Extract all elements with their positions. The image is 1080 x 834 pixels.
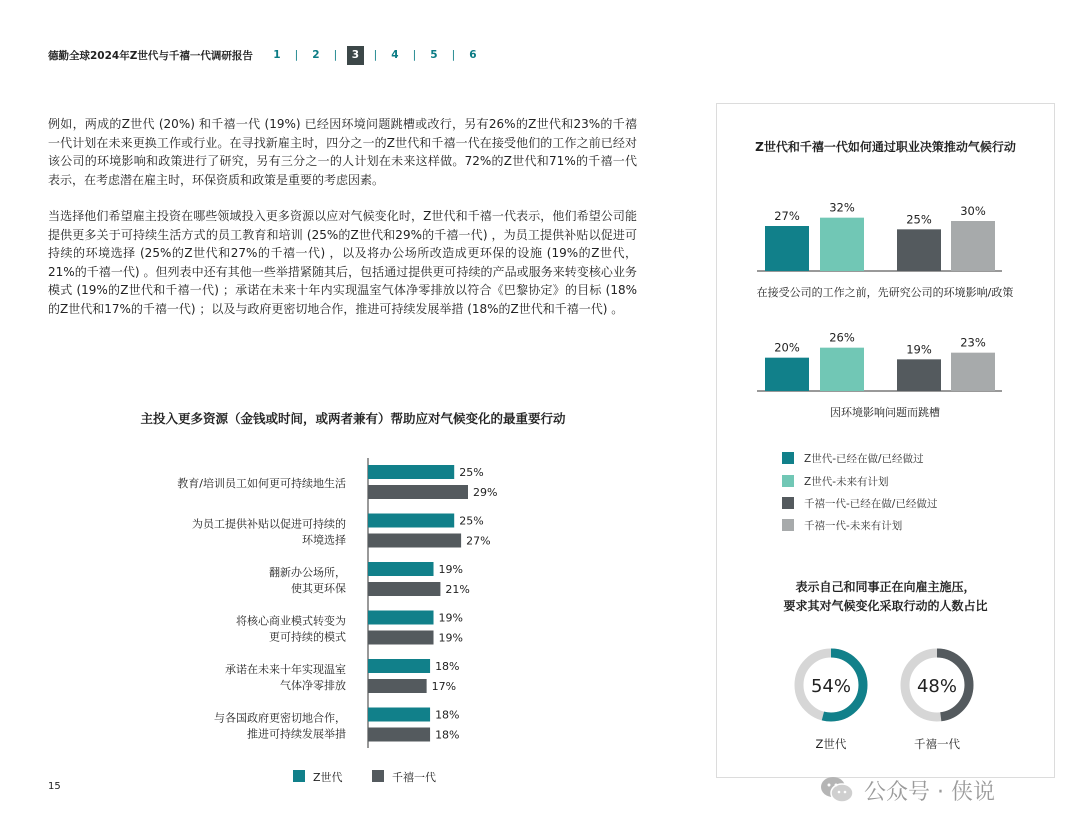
- legend-label-genz-plan: Z世代-未来有计划: [804, 475, 889, 488]
- chapter-link-3-active[interactable]: 3: [347, 46, 364, 65]
- hbar-genz-label-5: 18%: [435, 708, 460, 722]
- hbar-category-label-4-0: 承诺在未来十年实现温室: [225, 663, 346, 676]
- hbar-mill-bar-2: [368, 582, 440, 596]
- hbar-mill-label-5: 18%: [435, 728, 460, 742]
- hbar-genz-label-3: 19%: [438, 611, 463, 625]
- vbar-label-0-2: 25%: [906, 212, 932, 227]
- hbar-category-label-3-1: 更可持续的模式: [269, 630, 346, 644]
- chapter-link-1[interactable]: 1: [273, 49, 281, 61]
- hbar-mill-label-3: 19%: [438, 631, 463, 645]
- hbar-category-label-4-1: 气体净零排放: [280, 679, 346, 692]
- career-decisions-panel: [716, 103, 1055, 778]
- legend-swatch-mill-plan: [782, 519, 794, 531]
- legend-label-mill-plan: 千禧一代-未来有计划: [804, 519, 903, 532]
- vbar-label-1-2: 19%: [906, 342, 932, 357]
- hbar-genz-label-0: 25%: [459, 466, 484, 479]
- legend-swatch-genz-plan: [782, 475, 794, 487]
- hbar-genz-label-1: 25%: [459, 514, 484, 528]
- report-title: 德勤全球2024年Z世代与千禧一代调研报告: [48, 49, 253, 62]
- hbar-mill-bar-1: [368, 534, 461, 548]
- chapter-link-2[interactable]: 2: [312, 49, 320, 61]
- donut-name-1: 千禧一代: [914, 737, 960, 751]
- legend-swatch-mill-done: [782, 497, 794, 509]
- hbar-genz-bar-4: [368, 659, 430, 673]
- hbar-category-label-5-1: 推进可持续发展举措: [247, 727, 346, 741]
- donut-name-0: Z世代: [815, 737, 847, 751]
- hbar-mill-label-2: 21%: [445, 583, 470, 596]
- chapter-nav: 1 | 2 | 3 | 4 | 5 | 6: [269, 46, 481, 65]
- hbar-mill-bar-0: [368, 485, 468, 499]
- hbar-mill-bar-4: [368, 679, 427, 693]
- wechat-icon: [820, 775, 854, 805]
- career-chart-title: Z世代和千禧一代如何通过职业决策推动气候行动: [755, 140, 1016, 154]
- vbar-label-1-1: 26%: [829, 330, 855, 345]
- hbar-category-label-3-0: 将核心商业模式转变为: [236, 614, 346, 628]
- legend-mill-plan: [782, 518, 902, 532]
- hbar-category-label-2-0: 翻新办公场所，: [269, 566, 346, 579]
- body-paragraph-1: 例如，两成的Z世代 (20%) 和千禧一代 (19%) 已经因环境问题跳槽或改行，另有26%的Z世代和23%的千禧一代计划在未来更换工作或行业。在寻找新雇主时，四分之一的Z世代和千禧一代在接受他们的工作之前已经对该公司的环境影响和政策进行了研究，另有三分之一的人计划在未来这样做。72%的Z世代和71%的千禧一代表示，在考虑潜在雇主时，环保资质和政策是重要的考虑因素。: [48, 117, 637, 187]
- hbar-genz-label-4: 18%: [435, 660, 460, 673]
- wechat-account-text: 公众号 · 侠说: [864, 779, 995, 805]
- hbar-mill-bar-3: [368, 631, 434, 645]
- hbar-legend-label-0: Z世代: [313, 771, 343, 784]
- page-number: 15: [48, 781, 61, 792]
- hbar-legend-swatch-0: [293, 770, 305, 782]
- hbar-genz-bar-3: [368, 611, 434, 625]
- hbar-legend-label-1: 千禧一代: [392, 771, 436, 784]
- donut-value-1: 48%: [916, 676, 958, 697]
- hbar-mill-bar-5: [368, 728, 430, 742]
- legend-genz-done: [782, 451, 924, 465]
- hbar-legend-swatch-1: [372, 770, 384, 782]
- hbar-category-label-5-0: 与各国政府更密切地合作，: [214, 711, 346, 725]
- donut-value-0: 54%: [810, 676, 852, 697]
- chapter-link-5[interactable]: 5: [430, 49, 438, 61]
- wechat-watermark: [820, 772, 995, 808]
- hbar-mill-label-0: 29%: [473, 486, 498, 499]
- hbar-mill-label-4: 17%: [431, 680, 457, 693]
- hbar-genz-label-2: 19%: [438, 563, 463, 576]
- vbar-label-0-0: 27%: [774, 209, 800, 223]
- vbar-category-0: 在接受公司的工作之前，先研究公司的环境影响/政策: [756, 286, 1014, 299]
- investment-chart-title: 主投入更多资源（金钱或时间，或两者兼有）帮助应对气候变化的最重要行动: [140, 411, 566, 426]
- hbar-category-label-1-0: 为员工提供补贴以促进可持续的: [192, 517, 346, 531]
- vbar-category-1: 因环境影响问题而跳槽: [830, 406, 940, 419]
- body-paragraph-2: 当选择他们希望雇主投资在哪些领域投入更多资源以应对气候变化时，Z世代和千禧一代表示，他们希望公司能提供更多关于可持续生活方式的员工教育和培训 (25%的Z世代和29%的千禧一代) ，为员工提供补贴以促进可持续的环境选择 (25%的Z世代和27%的千禧一代) ，以及将办公场所改造成更环保的设施 (19%的Z世代，21%的千禧一代) 。但列表中还有其他一些举措紧随其后，包括通过提供更可持续的产品或服务来转变核心业务模式 (19%的Z世代和千禧一代) ；承诺在未来十年内实现温室气体净零排放以符合《巴黎协定》的目标 (18%的Z世代和17%的千禧一代) ；以及与政府更密切地合作，推进可持续发展举措 (18%的Z世代和千禧一代) 。: [48, 209, 637, 316]
- hbar-category-label-0-0: 教育/培训员工如何更可持续地生活: [177, 477, 346, 490]
- vbar-label-0-1: 32%: [829, 200, 855, 215]
- legend-mill-done: [782, 496, 937, 510]
- chapter-link-6[interactable]: 6: [469, 49, 477, 61]
- hbar-category-label-1-1: 环境选择: [302, 533, 346, 547]
- hbar-genz-bar-1: [368, 514, 454, 528]
- hbar-mill-label-1: 27%: [466, 534, 491, 548]
- hbar-genz-bar-5: [368, 708, 430, 722]
- legend-swatch-genz-done: [782, 452, 794, 464]
- hbar-genz-bar-0: [368, 465, 454, 479]
- vbar-label-0-3: 30%: [960, 204, 986, 218]
- hbar-category-label-2-1: 使其更环保: [291, 582, 346, 595]
- pressure-chart-title: [716, 578, 1055, 616]
- legend-label-genz-done: Z世代-已经在做/已经做过: [804, 452, 924, 465]
- chapter-link-4[interactable]: 4: [391, 49, 399, 61]
- hbar-genz-bar-2: [368, 562, 434, 576]
- vbar-label-1-0: 20%: [774, 340, 800, 355]
- pressure-title-line-2: 要求其对气候变化采取行动的人数占比: [783, 599, 988, 613]
- legend-genz-plan: [782, 474, 888, 488]
- vbar-label-1-3: 23%: [960, 335, 986, 350]
- legend-label-mill-done: 千禧一代-已经在做/已经做过: [804, 497, 938, 510]
- report-header: [48, 45, 481, 65]
- pressure-title-line-1: 表示自己和同事正在向雇主施压，: [795, 580, 976, 594]
